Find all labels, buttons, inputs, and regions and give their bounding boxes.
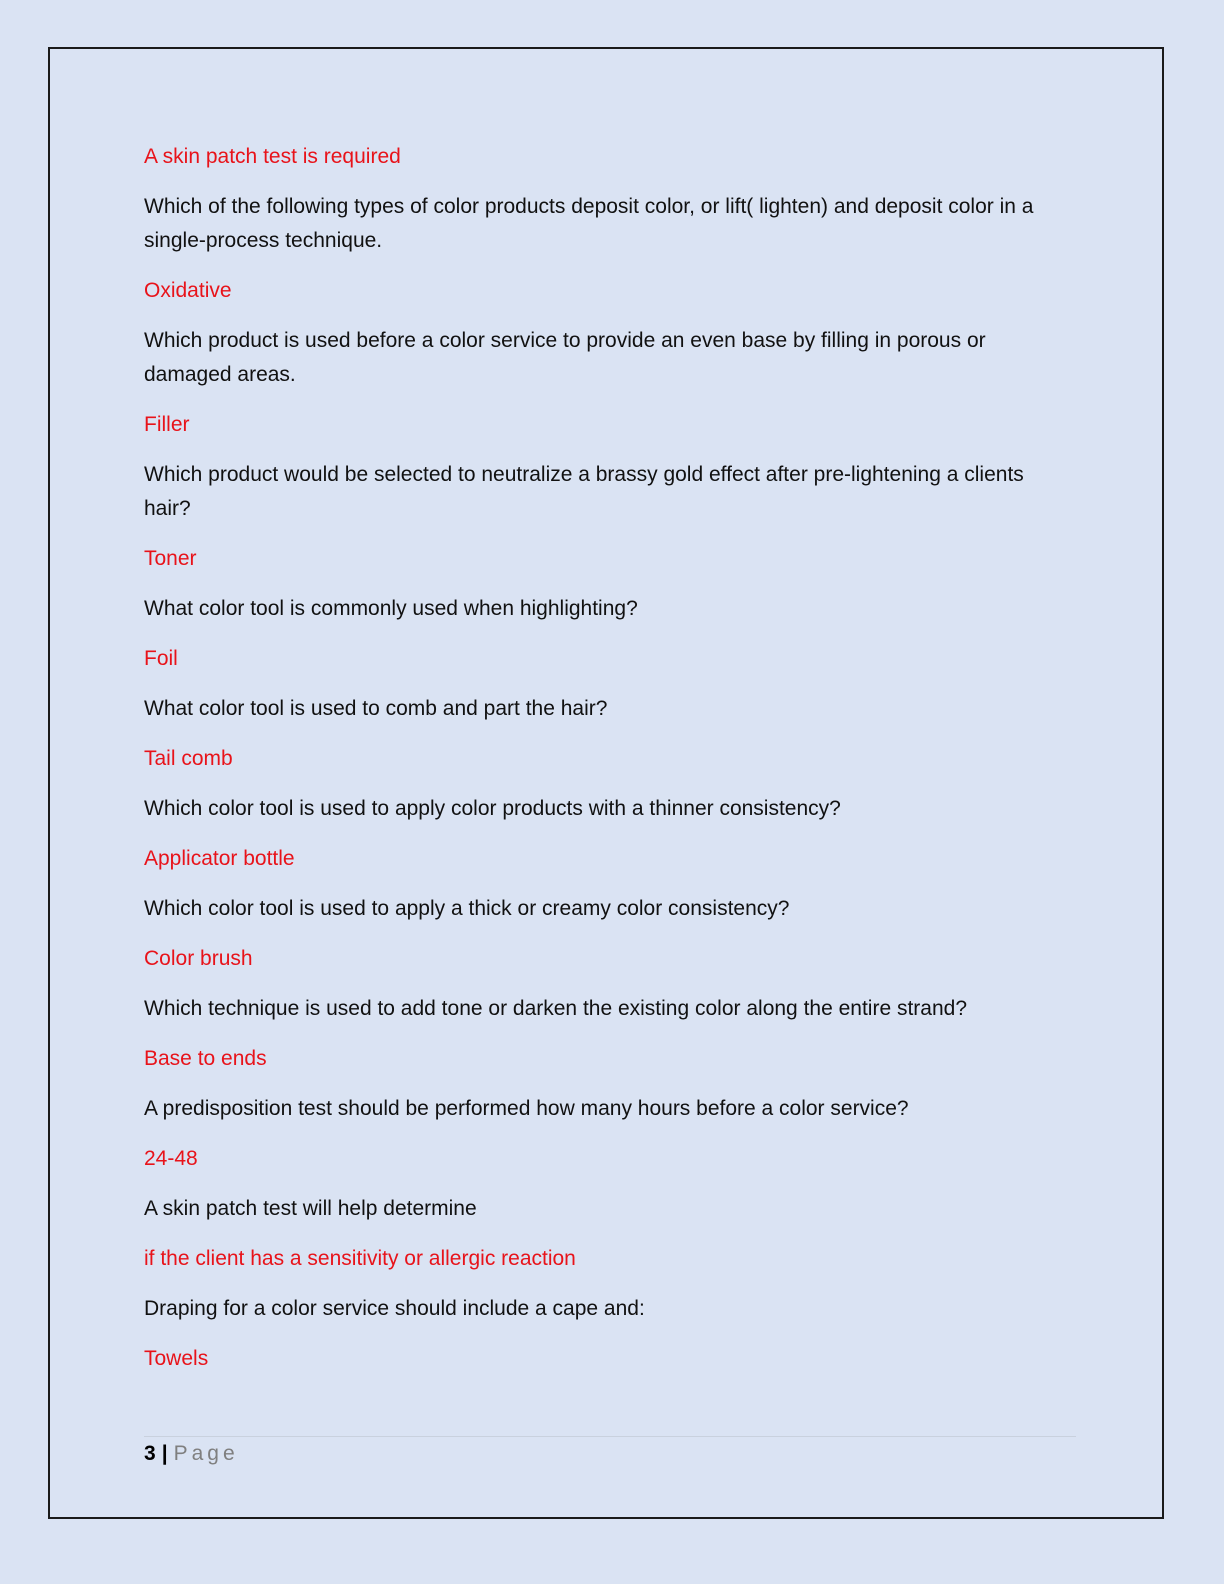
page-label: Page — [173, 1442, 239, 1465]
answer-text: Foil — [144, 647, 178, 670]
footer-divider — [144, 1436, 1076, 1437]
answer-text: Filler — [144, 413, 190, 436]
page-footer — [144, 1440, 239, 1468]
answer-text: Color brush — [144, 947, 253, 970]
answer-text: Towels — [144, 1347, 209, 1370]
question-text: What color tool is used to comb and part the hair? — [144, 697, 608, 720]
question-text: Draping for a color service should include a cape and: — [144, 1297, 645, 1320]
footer-separator: | — [161, 1442, 168, 1465]
answer-text: Toner — [144, 547, 197, 570]
question-text: A skin patch test will help determine — [144, 1197, 477, 1220]
question-text: Which color tool is used to apply a thick or creamy color consistency? — [144, 897, 790, 920]
answer-text: Applicator bottle — [144, 847, 295, 870]
question-text: A predisposition test should be performed how many hours before a color service? — [144, 1097, 909, 1120]
document-body — [144, 140, 1076, 1392]
answer-text: Base to ends — [144, 1047, 267, 1070]
question-text: What color tool is commonly used when highlighting? — [144, 597, 638, 620]
answer-text: Tail comb — [144, 747, 233, 770]
answer-text: Oxidative — [144, 279, 232, 302]
answer-text: A skin patch test is required — [144, 145, 401, 168]
answer-text: if the client has a sensitivity or allergic reaction — [144, 1247, 576, 1270]
answer-text: 24-48 — [144, 1147, 198, 1170]
page-number: 3 — [144, 1442, 156, 1465]
question-text: Which product is used before a color service to provide an even base by filling in porous or damaged areas. — [144, 329, 986, 386]
question-text: Which of the following types of color products deposit color, or lift( lighten) and deposit color in a single-process technique. — [144, 195, 1034, 252]
question-text: Which technique is used to add tone or darken the existing color along the entire strand? — [144, 997, 968, 1020]
question-text: Which product would be selected to neutralize a brassy gold effect after pre-lightening a clients hair? — [144, 463, 1024, 520]
question-text: Which color tool is used to apply color products with a thinner consistency? — [144, 797, 841, 820]
